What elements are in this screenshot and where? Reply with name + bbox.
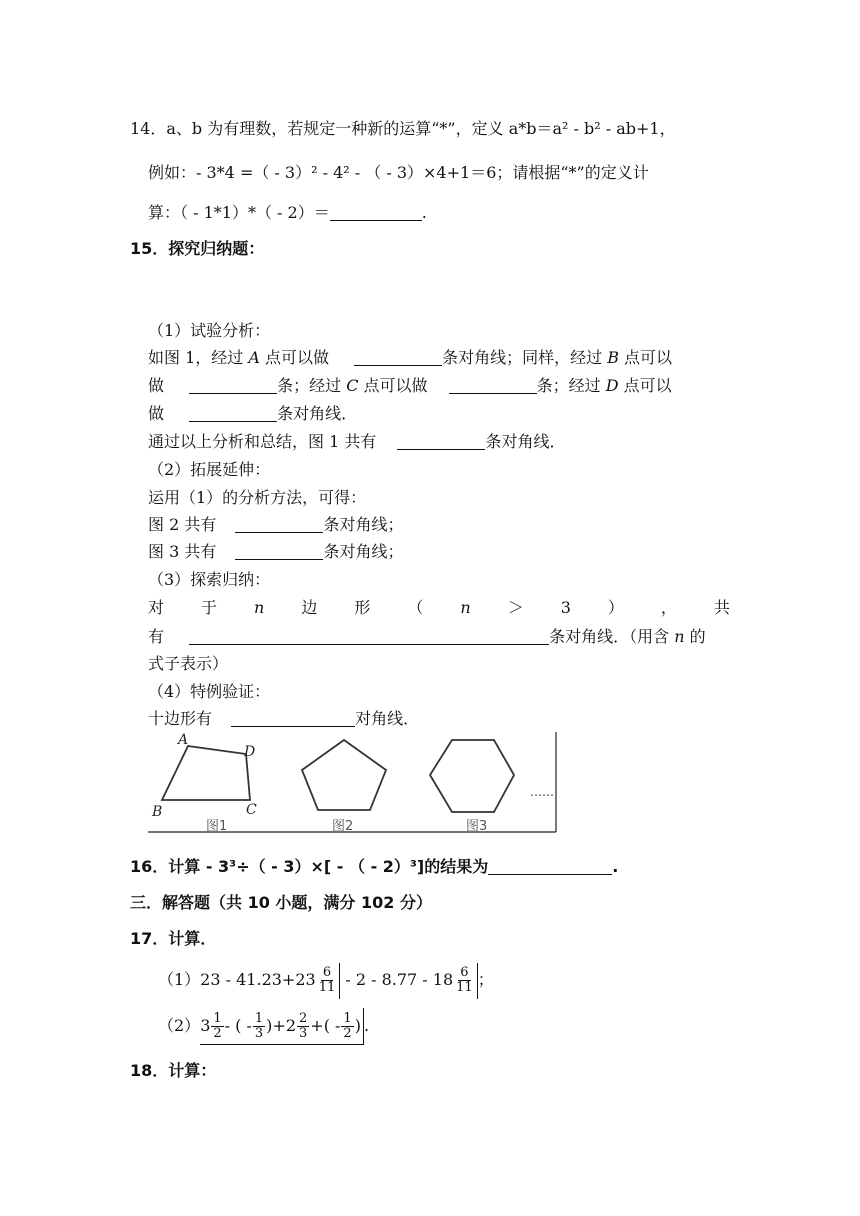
q15-text: 有 [148, 627, 165, 646]
frac-den: 2 [213, 1025, 222, 1041]
q15-char: n [460, 598, 471, 617]
q15-char: 形 [354, 598, 371, 617]
q15-text: 如图 1，经过 [148, 348, 249, 367]
q15-text: 条对角线；同样，经过 [442, 348, 608, 367]
q15-blank-fig3[interactable] [235, 543, 323, 560]
frac-den: 3 [254, 1025, 264, 1041]
section-3-title: 三．解答题（共 10 小题，满分 102 分） [130, 893, 432, 912]
q15-char: ） [607, 598, 624, 617]
polygon-figure [148, 730, 558, 834]
q15-blank-b[interactable] [189, 377, 277, 394]
q15-text: 条；经过 [277, 376, 347, 395]
q15-s3-line1 [148, 597, 730, 619]
q15-s1-heading: （1）试验分析： [148, 321, 271, 340]
fraction [297, 1012, 309, 1041]
q15-s3-heading: （3）探索归纳： [148, 570, 271, 589]
q15-char: n [254, 598, 265, 617]
frac-den: 3 [299, 1025, 308, 1041]
q15-char: （ [407, 598, 424, 617]
q15-text: 做 [148, 376, 165, 395]
q15-text: 点可以 [618, 348, 673, 367]
q15-s1-line2 [148, 375, 672, 397]
q15-s2-line3 [148, 541, 403, 563]
q15-s1-line3 [148, 403, 357, 425]
q15-blank-c[interactable] [449, 377, 537, 394]
q17-text: 3 [200, 1016, 211, 1035]
q15-blank-total[interactable] [397, 433, 485, 450]
q17-text: ； [477, 970, 494, 989]
point-b: B [152, 804, 163, 820]
q15-text: 条对角线． [485, 432, 566, 451]
q17-text: （1）23 - 41.23+23 [158, 970, 316, 989]
q15-blank-a[interactable] [354, 349, 442, 366]
q15-s3-line2 [148, 626, 706, 648]
q15-text: 条对角线； [323, 515, 404, 534]
q14-period: . [421, 203, 427, 222]
q15-var-n: n [674, 627, 685, 646]
q15-text: 条对角线； [323, 542, 404, 561]
frac-den: 11 [318, 980, 336, 995]
q17-text: - 2 - 8.77 - 18 [340, 970, 454, 989]
q14-number: 14． [130, 119, 167, 138]
q15-text: 图 3 共有 [148, 542, 217, 561]
q16-line [130, 856, 618, 878]
q15-s3-line3: 式子表示） [148, 654, 229, 673]
q17-text: - ( - [224, 1016, 252, 1035]
point-c: C [246, 802, 257, 818]
hexagon-shape [430, 740, 514, 812]
fraction [253, 1012, 265, 1041]
q17-text: （2） [158, 1016, 201, 1035]
q15-char: 边 [301, 598, 318, 617]
frac-den: 2 [343, 1025, 352, 1041]
q15-s4-line1 [148, 708, 419, 730]
point-d: D [244, 744, 256, 760]
ellipsis-dots: …… [530, 785, 554, 799]
q14-answer-blank[interactable] [330, 204, 422, 221]
q15-text: 通过以上分析和总结，图 1 共有 [148, 432, 377, 451]
q18-title: 18．计算： [130, 1061, 217, 1080]
q15-char: 于 [201, 598, 218, 617]
q15-s2-line1: 运用（1）的分析方法，可得： [148, 488, 367, 507]
polygon-figure-svg [148, 730, 558, 834]
q15-s1-line4 [148, 431, 565, 453]
q15-text: 条对角线．（用含 [549, 627, 675, 646]
frac-num: 6 [460, 965, 469, 980]
pentagon-shape [302, 740, 386, 810]
figure-3-label: 图3 [466, 819, 488, 834]
q17-text: +( - [310, 1016, 341, 1035]
point-b-label: B [607, 348, 619, 367]
q16-period: . [612, 857, 619, 876]
q14-text-2: 例如：- 3*4 =（ - 3）² - 4² - （ - 3）×4+1＝6；请根据“*”的定义计 [148, 163, 649, 182]
q15-text: 条对角线． [277, 404, 358, 423]
quadrilateral-shape [162, 746, 250, 800]
q15-text: 十边形有 [148, 709, 213, 728]
q17-text: )+2 [266, 1016, 296, 1035]
frac-num: 6 [322, 965, 332, 980]
q14-line3 [148, 202, 427, 224]
q15-text: 做 [148, 404, 165, 423]
q15-blank-fig2[interactable] [235, 516, 323, 533]
frac-num: 1 [213, 1010, 222, 1026]
figure-1-label: 图1 [206, 819, 228, 834]
q15-text: 条；经过 [536, 376, 606, 395]
q15-s2-line2 [148, 514, 403, 536]
q15-char: ， [660, 598, 677, 617]
q17-text: ) [354, 1016, 361, 1035]
frac-num: 1 [343, 1010, 352, 1026]
frac-num: 1 [254, 1010, 264, 1026]
q17-text: . [363, 1016, 370, 1035]
q15-s2-heading: （2）拓展延伸： [148, 460, 271, 479]
q16-answer-blank[interactable] [488, 858, 612, 875]
q14-text-3: 算：（ - 1*1）*（ - 2）＝ [148, 203, 330, 222]
q14-line2 [148, 162, 649, 184]
q15-char: 共 [713, 598, 730, 617]
q15-char: ＞ [507, 598, 524, 617]
q15-text: 点可以 [618, 376, 672, 395]
q14-line1 [130, 118, 676, 140]
q15-text: 点可以做 [259, 348, 330, 367]
q15-char: 对 [148, 598, 165, 617]
q17-title: 17．计算． [130, 929, 217, 948]
q15-blank-decagon[interactable] [231, 710, 355, 727]
q15-text: 图 2 共有 [148, 515, 217, 534]
q14-text-1: a、b 为有理数，若规定一种新的运算“*”，定义 a*b＝a² - b² - ab+1， [166, 119, 676, 138]
frac-num: 2 [299, 1010, 308, 1026]
q17-part2 [158, 1008, 369, 1048]
q15-blank-n-formula[interactable] [189, 628, 549, 645]
q15-s4-heading: （4）特例验证： [148, 682, 271, 701]
q15-title: 15．探究归纳题： [130, 239, 265, 258]
fraction [211, 1012, 223, 1041]
fraction [317, 966, 338, 995]
point-c-label: C [346, 376, 359, 395]
q15-text: 对角线． [355, 709, 420, 728]
q17-part1 [158, 962, 494, 998]
q15-s1-line1 [148, 347, 730, 369]
figure-2-label: 图2 [332, 819, 354, 834]
q15-text: 的 [684, 627, 706, 646]
q17-expression-box [200, 1008, 364, 1045]
fraction [454, 966, 475, 995]
q15-char: 3 [560, 598, 571, 617]
q15-blank-d[interactable] [189, 405, 277, 422]
point-d-label: D [605, 376, 619, 395]
q16-text: 16．计算 - 3³÷（ - 3）×[ - （ - 2）³]的结果为 [130, 857, 489, 876]
point-a-label: A [248, 348, 260, 367]
frac-den: 11 [456, 980, 473, 995]
point-a: A [178, 732, 189, 748]
q15-text: 点可以做 [358, 376, 428, 395]
fraction [341, 1012, 353, 1041]
